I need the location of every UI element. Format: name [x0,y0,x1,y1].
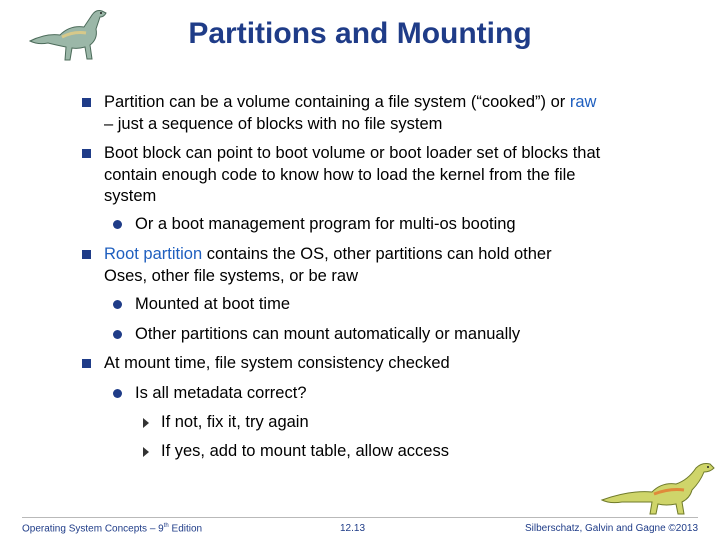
footer-copyright: Silberschatz, Galvin and Gagne ©2013 [525,523,699,534]
square-bullet-icon [82,98,91,107]
subsubbullet-text: If not, fix it, try again [161,413,309,431]
round-bullet-icon [113,220,122,229]
triangle-bullet-icon [143,447,149,457]
footer-book-suffix: Edition [168,523,203,535]
bullet-text-line2: Oses, other file systems, or be raw [104,266,359,285]
round-bullet-icon [113,330,122,339]
footer-book-prefix: Operating System Concepts – 9 [22,523,164,535]
bullet-text: At mount time, file system consistency checked [104,354,450,372]
bullet-text-line2: contain enough code to know how to load the kernel from the file [104,165,576,184]
round-bullet-icon [113,300,122,309]
slide-title: Partitions and Mounting [188,17,532,50]
round-bullet-icon [113,389,122,398]
highlight-root-partition: Root partition [104,245,203,263]
footer-book-sup: th [163,523,169,529]
bullet-text: Partition can be a volume containing a file system (“cooked”) or [104,93,570,111]
highlight-raw: raw [569,93,597,111]
footer-book-title [22,523,202,534]
subsubbullet-text: If yes, add to mount table, allow access [161,442,449,460]
subbullet-text: Or a boot management program for multi-os booting [135,215,516,233]
subbullet-text: Mounted at boot time [135,295,291,313]
footer-divider [22,517,698,518]
subbullet-text: Other partitions can mount automatically or manually [135,325,521,343]
triangle-bullet-icon [143,418,149,428]
dinosaur-logo-icon [600,456,718,518]
bullet-text-line1: Boot block can point to boot volume or boot loader set of blocks that [104,144,601,162]
bullet-text-line3: system [104,187,157,205]
subbullet-text: Is all metadata correct? [135,384,307,402]
bullet-text: contains the OS, other partitions can hold other [202,245,552,263]
square-bullet-icon [82,250,91,259]
square-bullet-icon [82,359,91,368]
square-bullet-icon [82,149,91,158]
footer-page-number: 12.13 [340,523,366,534]
bullet-text-line2: – just a sequence of blocks with no file system [104,114,443,133]
